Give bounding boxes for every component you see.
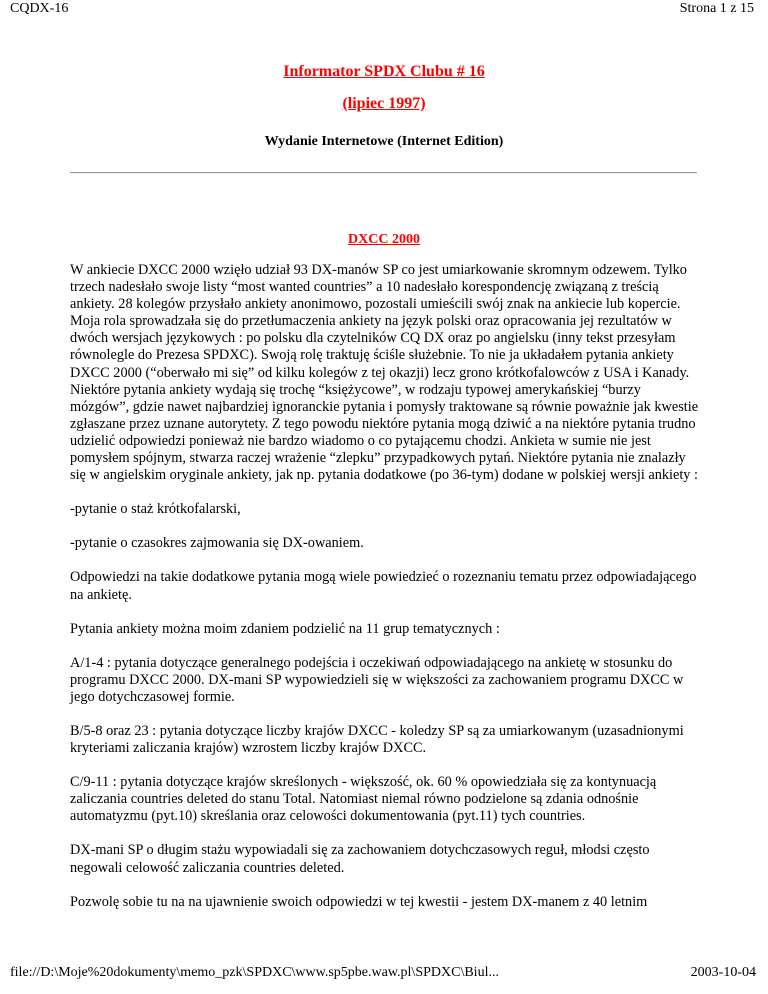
paragraph: DX-mani SP o długim stażu wypowiadali się za zachowaniem dotychczasowych reguł, młodsi często negowali celowość zaliczania countries deleted.: [70, 842, 650, 876]
horizontal-divider: [70, 172, 697, 174]
document-date: (lipiec 1997): [342, 95, 426, 112]
browser-print-header: [0, 0, 768, 18]
article-body: [70, 262, 700, 928]
edition-label: Wydanie Internetowe (Internet Edition): [264, 134, 504, 149]
paragraph: Pytania ankiety można moim zdaniem podzielić na 11 grup tematycznych :: [70, 620, 500, 637]
document-title: Informator SPDX Clubu # 16: [283, 63, 485, 80]
footer-date: 2003-10-04: [690, 965, 756, 980]
paragraph-group-c: C/9-11 : pytania dotyczące krajów skreślonych - większość, ok. 60 % opowiedziała się za kontynuacją zaliczania countries deleted do stanu Total. Natomiast niemal równo podzielone są zdania odnośnie automatyzmu (pyt.10) skreślania oraz celowości dokumentowania (pyt.11) tych countries.: [70, 774, 657, 825]
browser-print-footer: [0, 965, 768, 983]
paragraph: Odpowiedzi na takie dodatkowe pytania mogą wiele powiedzieć o rozeznaniu tematu przez odpowiadającego na ankietę.: [70, 569, 697, 603]
section-title: DXCC 2000: [348, 232, 420, 247]
paragraph-group-a: A/1-4 : pytania dotyczące generalnego podejścia i oczekiwań odpowiadającego na ankietę w stosunku do programu DXCC 2000. DX-mani SP wypowiedzieli się w większości za zachowaniem programu DXCC w jego dotychczasowej formie.: [70, 654, 684, 705]
paragraph-bullet-2: -pytanie o czasokres zajmowania się DX-owaniem.: [70, 535, 364, 552]
header-doc-name: CQDX-16: [10, 1, 69, 16]
paragraph-intro: W ankiecie DXCC 2000 wzięło udział 93 DX-manów SP co jest umiarkowanie skromnym odzewem. Tylko trzech nadesłało swoje listy “most wanted countries” a 10 nadesłało korespondencję związaną z treścią ankiety. 28 kolegów przysłało ankiety anonimowo, pozostali umieścili swój znak na ankiecie lub kopercie. Moja rola sprowadzała się do przetłumaczenia ankiety na język polski oraz opracowania jej rezultatów w dwóch wersjach językowych : po polsku dla czytelników CQ DX oraz po angielsku (inny tekst przesyłam równolegle do Prezesa SPDXC). Swoją rolę traktuję ściśle służebnie. To nie ja układałem pytania ankiety DXCC 2000 (“oberwało mi się” od kilku kolegów z tej okazji) lecz grono krótkofalowców z USA i Kanady. Niektóre pytania ankiety wydają się trochę “księżycowe”, w rodzaju typowej amerykańskiej “burzy mózgów”, gdzie nawet najbardziej ignoranckie pytania i pomysły traktowane są równie poważnie jak kwestie zgłaszane przez uznane autorytety. Z tego powodu niektóre pytania mogą dziwić a na niektóre pytania trudno udzielić odpowiedzi ponieważ nie bardzo wiadomo o co pytającemu chodzi. Ankieta w sumie nie jest pomysłem spójnym, stwarza raczej wrażenie “zlepku” przypadkowych pytań. Niektóre pytania nie znalazły się w angielskim oryginale ankiety, jak np. pytania dodatkowe (po 36-tym) dodane w polskiej wersji ankiety :: [70, 262, 699, 484]
footer-file-path: file://D:\Moje%20dokumenty\memo_pzk\SPDXC\www.sp5pbe.waw.pl\SPDXC\Biul...: [10, 965, 499, 980]
paragraph-group-b: B/5-8 oraz 23 : pytania dotyczące liczby krajów DXCC - koledzy SP są za umiarkowanym (uzasadnionymi kryteriami zaliczania krajów) wzrostem liczby krajów DXCC.: [70, 722, 684, 757]
paragraph-bullet-1: -pytanie o staż krótkofalarski,: [70, 501, 241, 518]
paragraph: Pozwolę sobie tu na na ujawnienie swoich odpowiedzi w tej kwestii - jestem DX-manem z 40 letnim: [70, 893, 648, 910]
header-page-number: Strona 1 z 15: [679, 1, 754, 16]
